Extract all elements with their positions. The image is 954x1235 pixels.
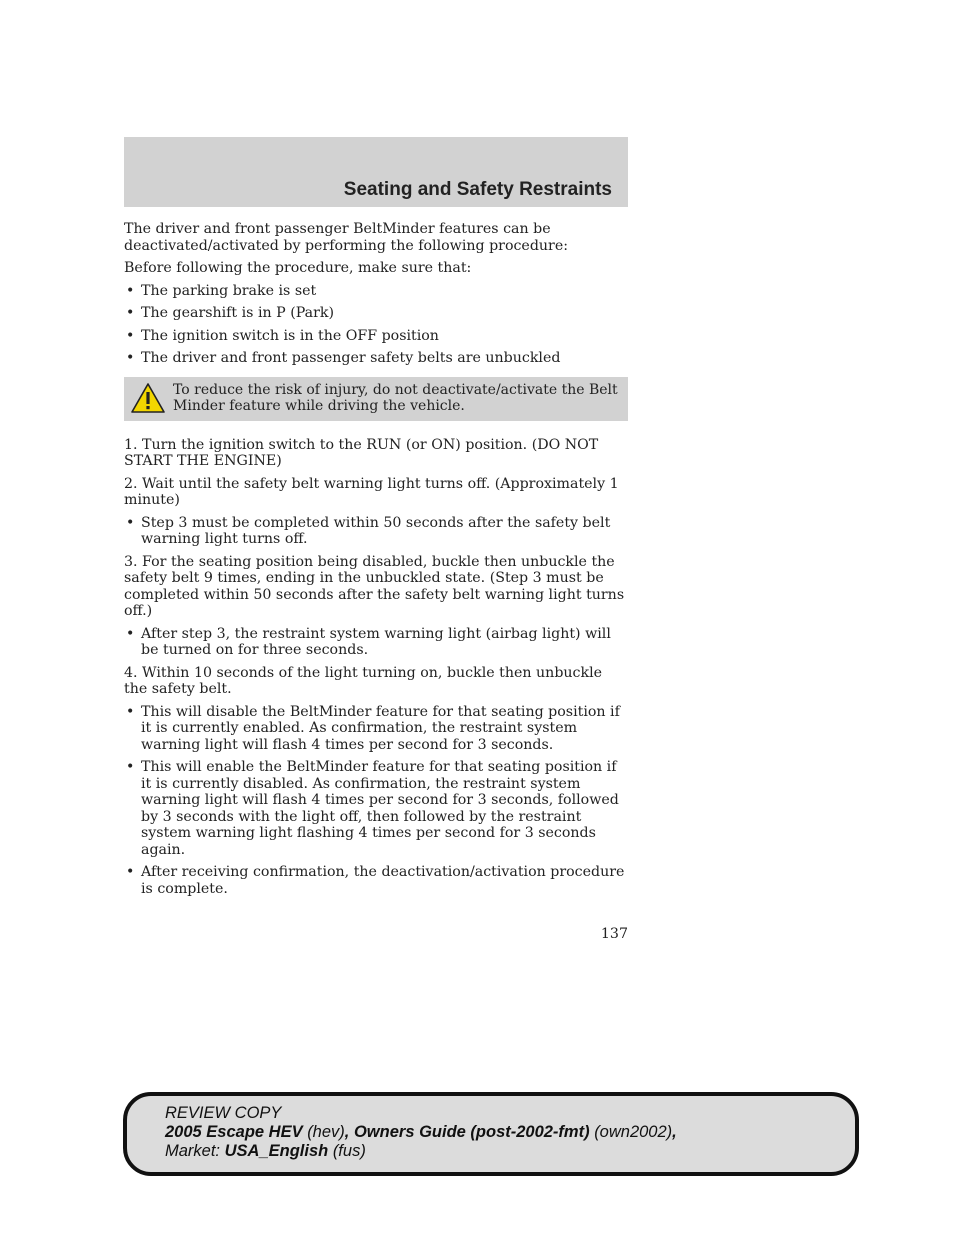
step-4-notes (124, 704, 628, 898)
market-label: Market: (165, 1142, 221, 1160)
intro-paragraph: The driver and front passenger BeltMinder features can be deactivated/activated by performing the following procedure: (124, 221, 569, 254)
list-item: • The parking brake is set (124, 283, 628, 300)
page-content (124, 221, 628, 903)
list-item: • Step 3 must be completed within 50 seconds after the safety belt warning light turns off. (124, 515, 628, 548)
warning-triangle-icon (130, 382, 166, 414)
warning-text: To reduce the risk of injury, do not deactivate/activate the Belt Minder feature while driving the vehicle. (173, 381, 618, 414)
list-item: • The ignition switch is in the OFF position (124, 328, 628, 345)
checklist (124, 283, 628, 367)
list-item: • After receiving confirmation, the deactivation/activation procedure is complete. (124, 864, 628, 897)
list-item: • After step 3, the restraint system warning light (airbag light) will be turned on for three seconds. (124, 626, 628, 659)
page-number: 137 (600, 926, 628, 942)
model-name: 2005 Escape HEV (165, 1123, 303, 1141)
warning-box (124, 377, 628, 421)
list-item: • This will disable the BeltMinder feature for that seating position if it is currently enabled. As confirmation, the restraint system warning light will flash 4 times per second for 3 seconds. (124, 704, 628, 754)
list-item: • The driver and front passenger safety belts are unbuckled (124, 350, 628, 367)
review-copy-text (165, 1104, 677, 1161)
model-code: (hev) (307, 1123, 345, 1141)
section-title: Seating and Safety Restraints (343, 179, 612, 200)
section-header (124, 137, 628, 207)
step-3: 3. For the seating position being disabled, buckle then unbuckle the safety belt 9 times, ending in the unbuckled state. (Step 3 must be completed within 50 seconds after the safety belt warning light turns off.) (124, 553, 625, 619)
step-4: 4. Within 10 seconds of the light turning on, buckle then unbuckle the safety belt. (124, 664, 603, 697)
document-info-line (165, 1123, 677, 1142)
step-3-notes (124, 626, 628, 659)
review-copy-box (123, 1092, 859, 1176)
separator: , (344, 1123, 350, 1141)
review-copy-label: REVIEW COPY (165, 1104, 282, 1122)
list-item: • The gearshift is in P (Park) (124, 305, 628, 322)
list-item: • This will enable the BeltMinder feature for that seating position if it is currently disabled. As confirmation, the restraint system warning light will flash 4 times per second for 3 seconds, followed by 3 seconds with the light off, then followed by the restraint system warning light flashing 4 times per second for 3 seconds again. (124, 759, 628, 858)
guide-name: Owners Guide (post-2002-fmt) (353, 1123, 590, 1141)
separator: , (672, 1123, 677, 1141)
market-name: USA_English (224, 1142, 329, 1160)
market-code: (fus) (332, 1142, 366, 1160)
step-2-notes (124, 515, 628, 548)
intro-paragraph: Before following the procedure, make sure that: (124, 260, 472, 276)
market-line (165, 1142, 677, 1161)
step-2: 2. Wait until the safety belt warning light turns off. (Approximately 1 minute) (124, 475, 619, 508)
guide-code: (own2002) (594, 1123, 673, 1141)
step-1: 1. Turn the ignition switch to the RUN (or ON) position. (DO NOT START THE ENGINE) (124, 436, 599, 469)
